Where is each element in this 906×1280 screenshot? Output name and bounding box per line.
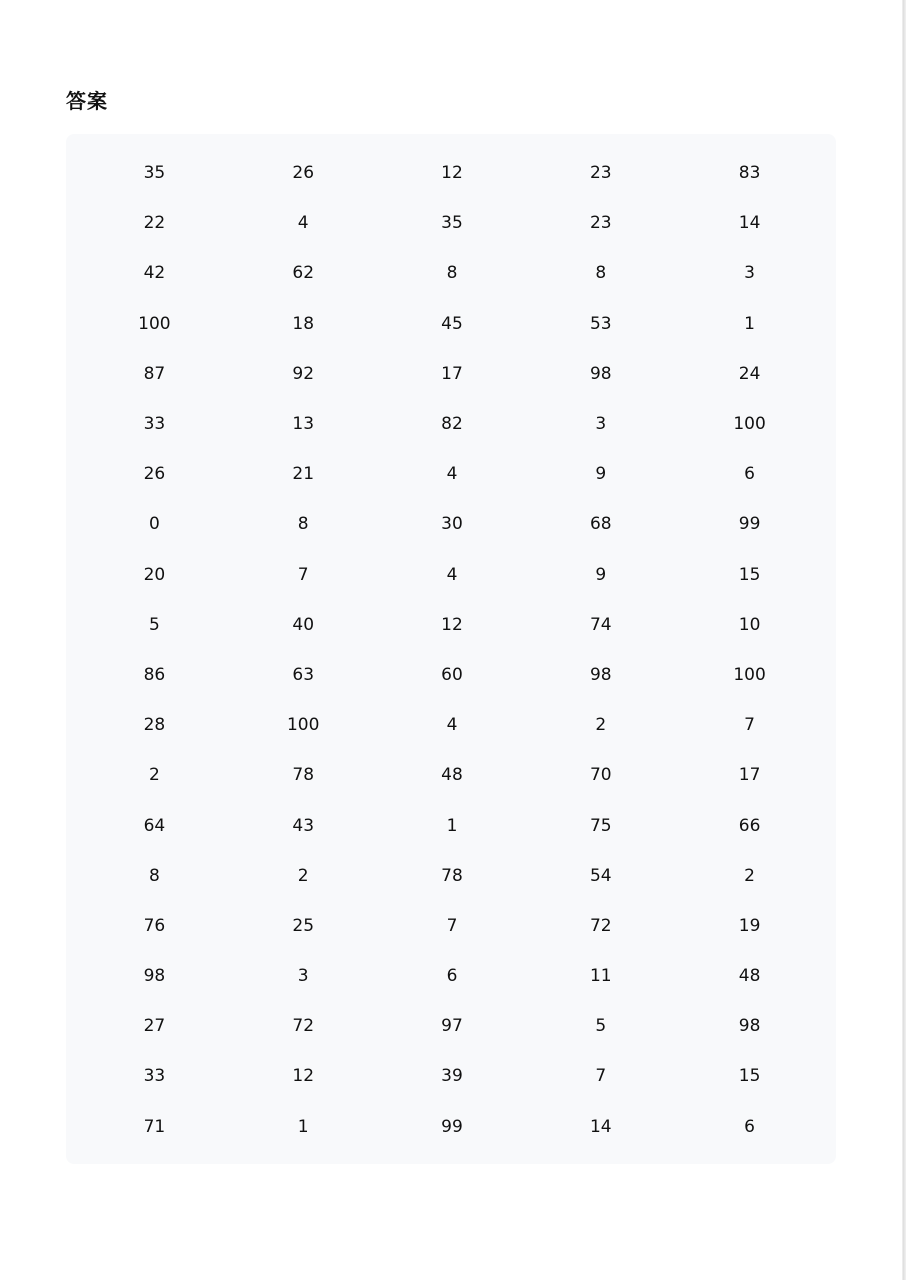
answer-cell: 98: [143, 966, 166, 987]
answer-cell: 2: [744, 865, 755, 886]
answer-cell: 45: [441, 313, 463, 334]
answer-cell: 10: [738, 614, 761, 635]
answer-cell: 2: [595, 715, 607, 736]
answer-cell: 7: [744, 715, 755, 736]
answer-cell: 35: [143, 163, 166, 184]
answer-cell: 40: [292, 614, 315, 635]
answer-cell: 15: [738, 564, 761, 585]
answer-cell: 22: [143, 213, 166, 234]
answer-cell: 72: [292, 1016, 315, 1037]
answer-cell: 78: [441, 865, 463, 886]
answer-cell: 1: [446, 815, 458, 836]
answer-cell: 21: [292, 464, 315, 485]
answer-cell: 8: [595, 263, 607, 284]
answer-cell: 12: [292, 1066, 315, 1087]
answer-cell: 23: [589, 213, 612, 234]
answer-cell: 8: [297, 514, 309, 535]
answer-cell: 98: [589, 363, 612, 384]
answer-cell: 92: [292, 363, 315, 384]
answer-cell: 1: [744, 313, 755, 334]
answer-cell: 7: [595, 1066, 607, 1087]
answer-cell: 4: [446, 715, 458, 736]
answer-cell: 98: [738, 1016, 761, 1037]
answer-cell: 14: [738, 213, 761, 234]
answer-cell: 33: [143, 414, 166, 435]
answer-cell: 63: [292, 664, 315, 685]
answer-cell: 18: [292, 313, 315, 334]
answer-cell: 17: [441, 363, 463, 384]
answer-cell: 98: [589, 664, 612, 685]
answer-cell: 42: [143, 263, 166, 284]
answer-cell: 6: [446, 966, 458, 987]
answer-cell: 7: [446, 915, 458, 936]
answer-cell: 83: [738, 163, 761, 184]
answer-cell: 48: [441, 765, 463, 786]
answer-cell: 9: [595, 564, 607, 585]
answer-cell: 30: [441, 514, 463, 535]
answer-cell: 1: [297, 1116, 309, 1137]
answer-cell: 8: [446, 263, 458, 284]
answer-cell: 82: [441, 414, 463, 435]
answer-cell: 19: [738, 915, 761, 936]
answer-cell: 3: [595, 414, 607, 435]
answer-cell: 7: [297, 564, 309, 585]
answer-cell: 14: [589, 1116, 612, 1137]
answer-cell: 12: [441, 614, 463, 635]
answer-cell: 9: [595, 464, 607, 485]
answer-cell: 4: [297, 213, 309, 234]
answer-cell: 4: [446, 464, 458, 485]
answer-cell: 86: [143, 664, 166, 685]
answer-cell: 8: [148, 865, 160, 886]
answer-cell: 5: [148, 614, 160, 635]
answer-cell: 0: [148, 514, 160, 535]
answer-cell: 53: [589, 313, 612, 334]
answer-cell: 35: [441, 213, 463, 234]
answer-cell: 78: [292, 765, 315, 786]
answer-cell: 60: [441, 664, 463, 685]
answer-cell: 43: [292, 815, 315, 836]
page-right-edge: [894, 0, 906, 1280]
answer-grid: [80, 148, 824, 1152]
answer-cell: 100: [286, 715, 320, 736]
answer-cell: 64: [143, 815, 166, 836]
answer-cell: 11: [589, 966, 612, 987]
answer-cell: 72: [589, 915, 612, 936]
answer-cell: 70: [589, 765, 612, 786]
answer-cell: 66: [738, 815, 761, 836]
answer-cell: 74: [589, 614, 612, 635]
answer-cell: 24: [738, 363, 761, 384]
answer-cell: 23: [589, 163, 612, 184]
answer-cell: 33: [143, 1066, 166, 1087]
answer-cell: 2: [297, 865, 309, 886]
answer-cell: 26: [143, 464, 166, 485]
answer-cell: 27: [143, 1016, 166, 1037]
answer-cell: 100: [138, 313, 171, 334]
answer-cell: 26: [292, 163, 315, 184]
answer-cell: 17: [738, 765, 761, 786]
answer-cell: 48: [738, 966, 761, 987]
answer-cell: 99: [441, 1116, 463, 1137]
answer-cell: 2: [148, 765, 160, 786]
answer-cell: 62: [292, 263, 315, 284]
answer-cell: 54: [589, 865, 612, 886]
answer-cell: 100: [733, 664, 766, 685]
answer-cell: 6: [744, 464, 755, 485]
answer-cell: 12: [441, 163, 463, 184]
answer-cell: 100: [733, 414, 766, 435]
answer-cell: 25: [292, 915, 315, 936]
answer-cell: 5: [595, 1016, 607, 1037]
answer-cell: 28: [143, 715, 166, 736]
answer-cell: 87: [143, 363, 166, 384]
answer-title: 答案: [66, 89, 108, 113]
answer-cell: 76: [143, 915, 166, 936]
answer-cell: 71: [143, 1116, 166, 1137]
answer-cell: 3: [297, 966, 309, 987]
answer-cell: 13: [292, 414, 315, 435]
answer-cell: 6: [744, 1116, 755, 1137]
answer-cell: 68: [589, 514, 612, 535]
answer-cell: 99: [738, 514, 761, 535]
answer-cell: 15: [738, 1066, 761, 1087]
answer-cell: 97: [441, 1016, 463, 1037]
answer-cell: 39: [441, 1066, 463, 1087]
answer-cell: 4: [446, 564, 458, 585]
answer-panel: [66, 134, 836, 1164]
answer-cell: 20: [143, 564, 166, 585]
answer-cell: 3: [744, 263, 755, 284]
answer-cell: 75: [589, 815, 612, 836]
